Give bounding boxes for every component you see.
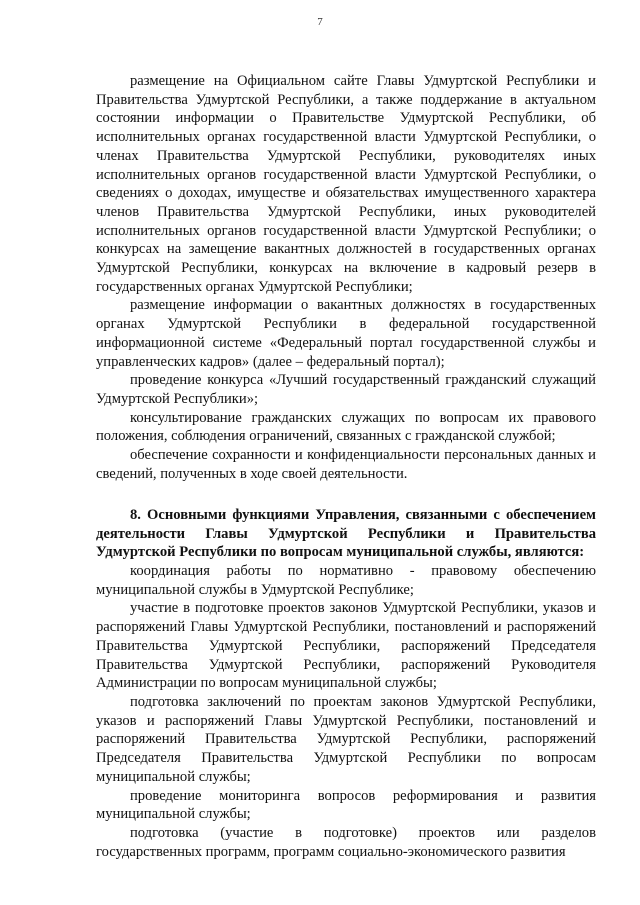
paragraph-website-publication: размещение на Официальном сайте Главы Удмуртской Республики и Правительства Удмуртской Республики, а также поддержание в актуальном состоянии информации о Правительстве Удмуртской Республики, об исполнительных органах государственной власти Удмуртской Республики, о членах Правительства Удмуртской Республики, руководителях иных исполнительных органов государственной власти Удмуртской Республики, о сведениях о доходах, имуществе и обязательствах имущественного характера членов Правительства Удмуртской Республики, иных руководителей исполнительных органов государственной власти Удмуртской Республики; о конкурсах на замещение вакантных должностей в государственных органах Удмуртской Республики, конкурсах на включение в кадровый резерв в государственных органах Удмуртской Республики; <box>96 73 596 295</box>
paragraph-draft-participation: участие в подготовке проектов законов Удмуртской Республики, указов и распоряжений Главы Удмуртской Республики, постановлений и распоряжений Правительства Удмуртской Республики, распоряжений Председателя Правительства Удмуртской Республики, распоряжений Руководителя Администрации по вопросам муниципальной службы; <box>96 600 596 692</box>
page-number: 7 <box>317 16 323 28</box>
paragraph-data-confidentiality: обеспечение сохранности и конфиденциальности персональных данных и сведений, полученных в ходе своей деятельности. <box>96 447 596 482</box>
paragraph-best-servant-contest: проведение конкурса «Лучший государственный гражданский служащий Удмуртской Республики»; <box>96 372 596 407</box>
paragraph-monitoring: проведение мониторинга вопросов реформирования и развития муниципальной службы; <box>96 787 596 823</box>
paragraph-draft-conclusions: подготовка заключений по проектам законов Удмуртской Республики, указов и распоряжений Главы Удмуртской Республики, постановлений и распоряжений Правительства Удмуртской Республики, распоряжений Председателя Правительства Удмуртской Республики по вопросам муниципальной службы; <box>96 694 596 785</box>
paragraph-vacancy-information: размещение информации о вакантных должностях в государственных органах Удмуртской Республики в федеральной государственной информационной системе «Федеральный портал государственной службы и управленческих кадров» (далее – федеральный портал); <box>96 297 596 370</box>
paragraph-state-programs: подготовка (участие в подготовке) проектов или разделов государственных программ, программ социально-экономического развития <box>96 824 596 860</box>
paragraph-coordination: координация работы по нормативно - правовому обеспечению муниципальной службы в Удмуртской Республике; <box>96 563 596 598</box>
section-heading-8: 8. Основными функциями Управления, связанными с обеспечением деятельности Главы Удмуртской Республики и Правительства Удмуртской Республики по вопросам муниципальной службы, являются: <box>96 506 596 561</box>
document-body <box>96 72 596 861</box>
paragraph-consulting: консультирование гражданских служащих по вопросам их правового положения, соблюдения ограничений, связанных с гражданской службой; <box>96 409 596 445</box>
